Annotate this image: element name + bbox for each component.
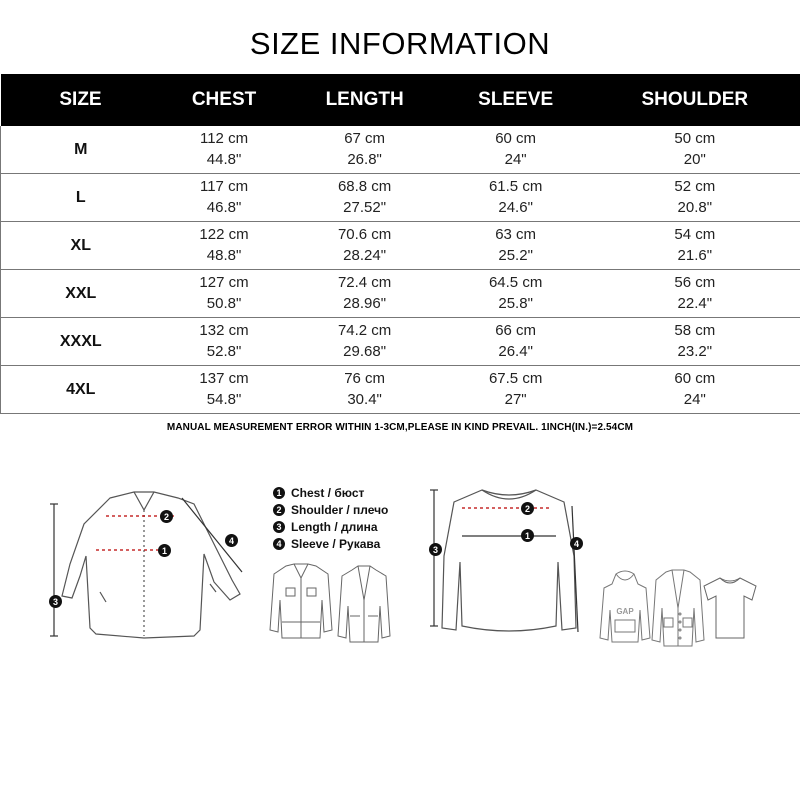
length-in: 28.24" [343,246,387,264]
header-length: LENGTH [288,74,442,126]
sleeve-cm: 66 cm [495,321,537,339]
shoulder-in: 22.4" [677,294,713,312]
tag-sweater-shoulder: 2 [521,502,534,515]
length-cell [288,174,442,222]
sleeve-cell [442,174,590,222]
sleeve-cell [442,126,590,174]
size-cell: XL [1,222,161,270]
shoulder-in: 20.8" [677,198,713,216]
tag-shoulder: 2 [160,510,173,523]
length-in: 26.8" [347,150,382,168]
header-sleeve: SLEEVE [442,74,590,126]
legend-label: Sleeve / Рукава [291,536,381,551]
chest-cm: 112 cm [199,129,249,147]
shoulder-cell [590,270,800,318]
sleeve-in: 24.6" [498,198,533,216]
measurement-note: MANUAL MEASUREMENT ERROR WITHIN 1-3CM,PLEASE IN KIND PREVAIL. 1INCH(IN.)=2.54CM [166,422,634,433]
shoulder-cell [590,126,800,174]
table-row [1,318,800,366]
header-shoulder: SHOULDER [590,74,800,126]
length-cm: 74.2 cm [337,321,392,339]
size-cell: M [1,126,161,174]
shoulder-in: 20" [683,150,706,168]
chest-cell [161,318,288,366]
shoulder-cm: 60 cm [674,369,716,387]
chest-cm: 132 cm [199,321,249,339]
tag-length: 3 [49,595,62,608]
legend-item [273,501,388,518]
tag-sweater-chest: 1 [521,529,534,542]
legend-number: 3 [273,521,285,533]
tag-sleeve: 4 [225,534,238,547]
legend-number: 4 [273,538,285,550]
length-in: 29.68" [343,342,387,360]
hoodie-icon [598,570,652,646]
svg-text:GAP: GAP [616,607,634,616]
cardigan-icon [650,568,706,648]
shoulder-cm: 56 cm [674,273,716,291]
table-row [1,270,800,318]
shoulder-cm: 52 cm [674,177,716,195]
sleeve-cm: 61.5 cm [488,177,543,195]
sleeve-cell [442,270,590,318]
chest-cm: 127 cm [199,273,249,291]
length-in: 30.4" [347,390,382,408]
sleeve-cm: 64.5 cm [488,273,543,291]
chest-cell [161,174,288,222]
sleeve-cm: 60 cm [495,129,537,147]
shoulder-in: 24" [683,390,706,408]
sleeve-in: 25.8" [498,294,533,312]
tag-sweater-sleeve: 4 [570,537,583,550]
shoulder-cm: 50 cm [674,129,716,147]
size-cell: XXXL [1,318,161,366]
legend-item [273,484,388,501]
tag-sweater-length: 3 [429,543,442,556]
length-cm: 70.6 cm [337,225,392,243]
table-row [1,222,800,270]
chest-in: 44.8" [206,150,242,168]
length-cm: 76 cm [344,369,386,387]
page-title: SIZE INFORMATION [249,26,551,61]
size-cell: XXL [1,270,161,318]
length-cm: 68.8 cm [337,177,392,195]
length-in: 27.52" [343,198,387,216]
legend-item [273,518,388,535]
length-cm: 72.4 cm [337,273,392,291]
chest-in: 50.8" [206,294,242,312]
length-cell [288,222,442,270]
legend-item [273,535,388,552]
length-cell [288,270,442,318]
tshirt-icon [700,574,760,642]
chest-cm: 137 cm [199,369,249,387]
table-row [1,174,800,222]
shoulder-cell [590,366,800,414]
chest-cm: 122 cm [199,225,249,243]
length-cell [288,318,442,366]
legend-number: 1 [273,487,285,499]
header-chest: CHEST [161,74,288,126]
sleeve-in: 27" [504,390,527,408]
sweater-diagram-icon [426,486,592,644]
legend-label: Chest / бюст [291,485,365,500]
shoulder-cm: 54 cm [674,225,716,243]
table-row [1,126,800,174]
shoulder-in: 23.2" [677,342,713,360]
chest-cell [161,222,288,270]
sleeve-in: 25.2" [498,246,533,264]
shoulder-cell [590,174,800,222]
chest-cell [161,366,288,414]
legend-label: Shoulder / плечо [291,502,389,517]
jacket-icon [266,560,336,644]
shoulder-cell [590,222,800,270]
chest-in: 54.8" [206,390,242,408]
table-row [1,366,800,414]
shoulder-cell [590,318,800,366]
table-header-row [1,74,800,126]
length-in: 28.96" [343,294,387,312]
size-cell: L [1,174,161,222]
chest-in: 46.8" [206,198,242,216]
blazer-icon [336,564,392,646]
length-cell [288,366,442,414]
length-cell [288,126,442,174]
sleeve-cm: 63 cm [495,225,537,243]
legend-number: 2 [273,504,285,516]
header-size: SIZE [1,74,161,126]
shirt-diagram-icon [44,484,274,654]
length-cm: 67 cm [344,129,386,147]
legend-label: Length / длина [291,519,378,534]
size-table [0,74,800,414]
chest-cell [161,126,288,174]
chest-in: 48.8" [206,246,242,264]
sleeve-cell [442,222,590,270]
tag-chest: 1 [158,544,171,557]
sleeve-cm: 67.5 cm [488,369,543,387]
sleeve-in: 26.4" [498,342,533,360]
chest-cm: 117 cm [199,177,249,195]
size-cell: 4XL [1,366,161,414]
shoulder-in: 21.6" [677,246,713,264]
sleeve-in: 24" [504,150,527,168]
sleeve-cell [442,366,590,414]
chest-cell [161,270,288,318]
measurement-legend [273,484,388,552]
sleeve-cell [442,318,590,366]
shoulder-cm: 58 cm [674,321,716,339]
chest-in: 52.8" [206,342,242,360]
